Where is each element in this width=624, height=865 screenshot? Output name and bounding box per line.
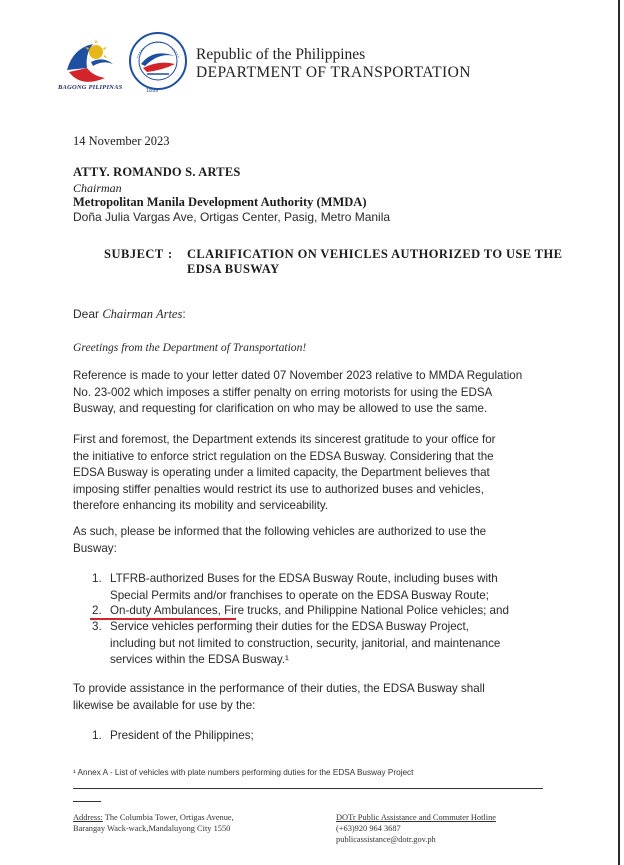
republic-heading: Republic of the Philippines [196,46,366,63]
salutation-name: Chairman Artes [102,307,183,321]
footer-hotline [336,812,496,845]
list-item-service-vehicles [110,619,543,669]
paragraph-line: therefore enhancing its mobility and serviceability. [73,499,328,512]
list-item-president [110,728,543,745]
list-line: LTFRB-authorized Buses for the EDSA Busway Route, including buses with [110,572,498,585]
salutation-suffix: : [182,307,186,321]
paragraph-assistance [73,681,543,714]
paragraph-line: the initiative to enforce strict regulation on the EDSA Busway. Considering that the [73,449,494,463]
list-line: President of the Philippines; [110,729,254,742]
logo-caption: BAGONG PILIPINAS [58,84,123,91]
address-line-2: Barangay Wack-wack,Mandaluyong City 1550 [73,824,231,833]
hotline-email: publicassistance@dotr.gov.ph [336,835,436,844]
page-edge [618,0,620,865]
letter-date: 14 November 2023 [73,134,170,148]
bagong-pilipinas-logo [63,30,193,92]
paragraph-line: No. 23-002 which imposes a stiffer penalty on erring motorists for using the EDSA [73,385,493,399]
footer-address [73,812,234,834]
list-line: including but not limited to construction, security, janitorial, and maintenance [110,636,501,650]
paragraph-line: Busway, and requesting for clarification on who may be allowed to use the same. [73,402,488,415]
footer-divider [73,801,101,802]
list-line: Service vehicles performing their duties for the EDSA Busway Project, [110,620,469,633]
list-line: On-duty Ambulances, Fire trucks, and Philippine National Police vehicles; and [110,604,509,617]
list-number: 2. [92,604,102,617]
paragraph-line: likewise be available for use by the: [73,698,256,712]
list-line: services within the EDSA Busway.¹ [110,653,289,666]
subject-colon: : [168,247,173,261]
recipient-name: ATTY. ROMANDO S. ARTES [73,165,241,179]
list-line: Special Permits and/or franchises to operate on the EDSA Busway Route; [110,588,489,602]
paragraph-line: Busway: [73,541,117,555]
recipient-agency: Metropolitan Manila Development Authority (MMDA) [73,195,367,209]
list-item-buses [110,571,543,604]
paragraph-line: Reference is made to your letter dated 07 November 2023 relative to MMDA Regulation [73,369,523,382]
recipient-address: Doña Julia Vargas Ave, Ortigas Center, Pasig, Metro Manila [73,210,391,224]
subject-line-1: CLARIFICATION ON VEHICLES AUTHORIZED TO USE THE [187,247,563,261]
recipient-title: Chairman [73,181,122,195]
footnote: ¹ Annex A - List of vehicles with plate numbers performing duties for the EDSA Busway Project [73,768,414,777]
paragraph-line: EDSA Busway is operating under a limited capacity, the Department believes that [73,466,490,479]
paragraph-line: To provide assistance in the performance of their duties, the EDSA Busway shall [73,682,485,695]
salutation-prefix: Dear [73,307,103,321]
paragraph-line: First and foremost, the Department extends its sincerest gratitude to your office for [73,433,496,446]
list-number: 1. [92,729,102,742]
address-line-1: The Columbia Tower, Ortigas Avenue, [102,813,234,822]
subject-line-2: EDSA BUSWAY [187,262,280,276]
paragraph-authorized-intro [73,524,543,557]
hotline-label: DOTr Public Assistance and Commuter Hotline [336,813,496,822]
salutation [73,307,186,322]
dotr-seal-icon [130,33,186,89]
hotline-phone: (+63)920 964 3687 [336,824,401,833]
list-number: 1. [92,572,102,585]
footnote-divider [73,788,543,789]
list-number: 3. [92,620,102,633]
greeting: Greetings from the Department of Transportation! [73,341,307,354]
paragraph-gratitude [73,432,543,515]
department-heading: DEPARTMENT OF TRANSPORTATION [196,64,471,81]
seal-year: 1899 [146,88,159,94]
subject-text [187,247,572,277]
paragraph-line: As such, please be informed that the following vehicles are authorized to use the [73,525,487,538]
paragraph-line: imposing stiffer penalties would restrict its use to authorized buses and vehicles, [73,482,484,496]
subject-label: SUBJECT [104,247,164,261]
paragraph-reference [73,368,543,418]
address-label: Address: [73,813,103,822]
